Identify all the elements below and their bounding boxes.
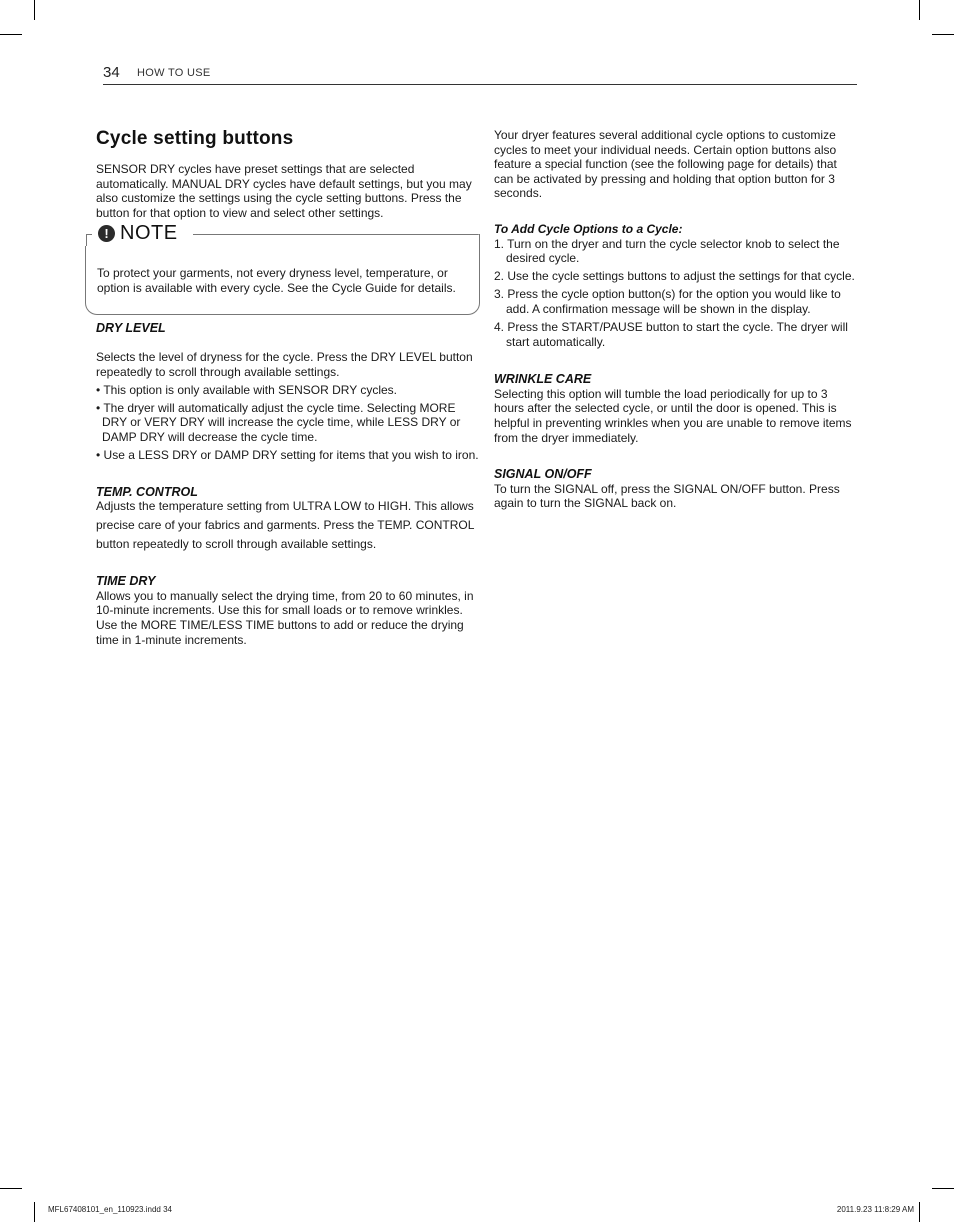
section-label: HOW TO USE	[137, 67, 211, 79]
crop-mark	[932, 34, 954, 35]
list-item: • The dryer will automatically adjust the cycle time. Selecting MORE DRY or VERY DRY will increase the cycle time, while LESS DRY or DAMP DRY will decrease the cycle time.	[96, 400, 461, 444]
note-header	[98, 222, 178, 245]
time-dry-text: Allows you to manually select the drying time, from 20 to 60 minutes, in 10-minute increments. Use this for small loads or to remove wrinkles. Use the MORE TIME/LESS TIME buttons to add or reduce the drying time in 1-minute increments.	[96, 588, 474, 647]
intro-paragraph: SENSOR DRY cycles have preset settings that are selected automatically. MANUAL DRY cycles have default settings, but you may also customize the settings using the cycle setting buttons. Press the button for that option to view and select other settings.	[96, 162, 472, 220]
note-box	[85, 222, 480, 315]
signal-heading: SIGNAL ON/OFF	[494, 467, 592, 482]
wrinkle-care-heading: WRINKLE CARE	[494, 372, 592, 387]
temp-control-text: Adjusts the temperature setting from ULTRA LOW to HIGH. This allows precise care of your fabrics and garments. Press the TEMP. CONTROL button repeatedly to scroll through available settings.	[96, 499, 474, 552]
note-border	[193, 234, 479, 235]
options-intro: Your dryer features several additional cycle options to customize cycles to meet your individual needs. Certain option buttons also feature a special function (see the following page for details) that can be activated by pressing and holding that option button for 3 seconds.	[494, 128, 837, 201]
dry-level-text: Selects the level of dryness for the cycle. Press the DRY LEVEL button repeatedly to scroll through available settings.	[96, 349, 473, 379]
list-item: • This option is only available with SENSOR DRY cycles.	[96, 382, 397, 397]
wrinkle-care-text: Selecting this option will tumble the load periodically for up to 3 hours after the selected cycle, or until the door is opened. This is helpful in preventing wrinkles when you are unable to remove items from the dryer immediately.	[494, 386, 852, 445]
right-column	[494, 128, 856, 511]
dry-level-heading: DRY LEVEL	[96, 321, 166, 336]
left-column	[96, 128, 481, 647]
signal-text: To turn the SIGNAL off, press the SIGNAL ON/OFF button. Press again to turn the SIGNAL back on.	[494, 481, 840, 511]
crop-mark	[932, 1188, 954, 1189]
note-border	[86, 234, 92, 235]
page-number: 34	[103, 64, 120, 81]
crop-mark	[919, 0, 920, 20]
list-item: 4. Press the START/PAUSE button to start the cycle. The dryer will start automatically.	[494, 320, 848, 349]
page-title: Cycle setting buttons	[96, 128, 294, 149]
page-header	[103, 64, 857, 85]
list-item: 3. Press the cycle option button(s) for the option you would like to add. A confirmation message will be shown in the display.	[494, 287, 841, 316]
list-item: 2. Use the cycle settings buttons to adjust the settings for that cycle.	[494, 269, 855, 284]
crop-mark	[0, 1188, 22, 1189]
note-text: To protect your garments, not every dryness level, temperature, or option is available with every cycle. See the Cycle Guide for details.	[97, 266, 456, 295]
temp-control-heading: TEMP. CONTROL	[96, 484, 198, 499]
add-options-heading: To Add Cycle Options to a Cycle:	[494, 221, 683, 236]
list-item: 1. Turn on the dryer and turn the cycle selector knob to select the desired cycle.	[494, 236, 840, 266]
crop-mark	[34, 1202, 35, 1222]
footer-timestamp: 2011.9.23 11:8:29 AM	[836, 1205, 914, 1214]
crop-mark	[34, 0, 35, 20]
time-dry-heading: TIME DRY	[96, 574, 156, 589]
note-title: NOTE	[120, 222, 178, 245]
crop-mark	[0, 34, 22, 35]
footer-file-info: MFL67408101_en_110923.indd 34	[48, 1205, 172, 1214]
exclamation-icon: !	[98, 225, 115, 242]
crop-mark	[919, 1202, 920, 1222]
note-border	[86, 234, 87, 246]
note-border	[479, 234, 480, 248]
list-item: • Use a LESS DRY or DAMP DRY setting for items that you wish to iron.	[96, 448, 479, 463]
